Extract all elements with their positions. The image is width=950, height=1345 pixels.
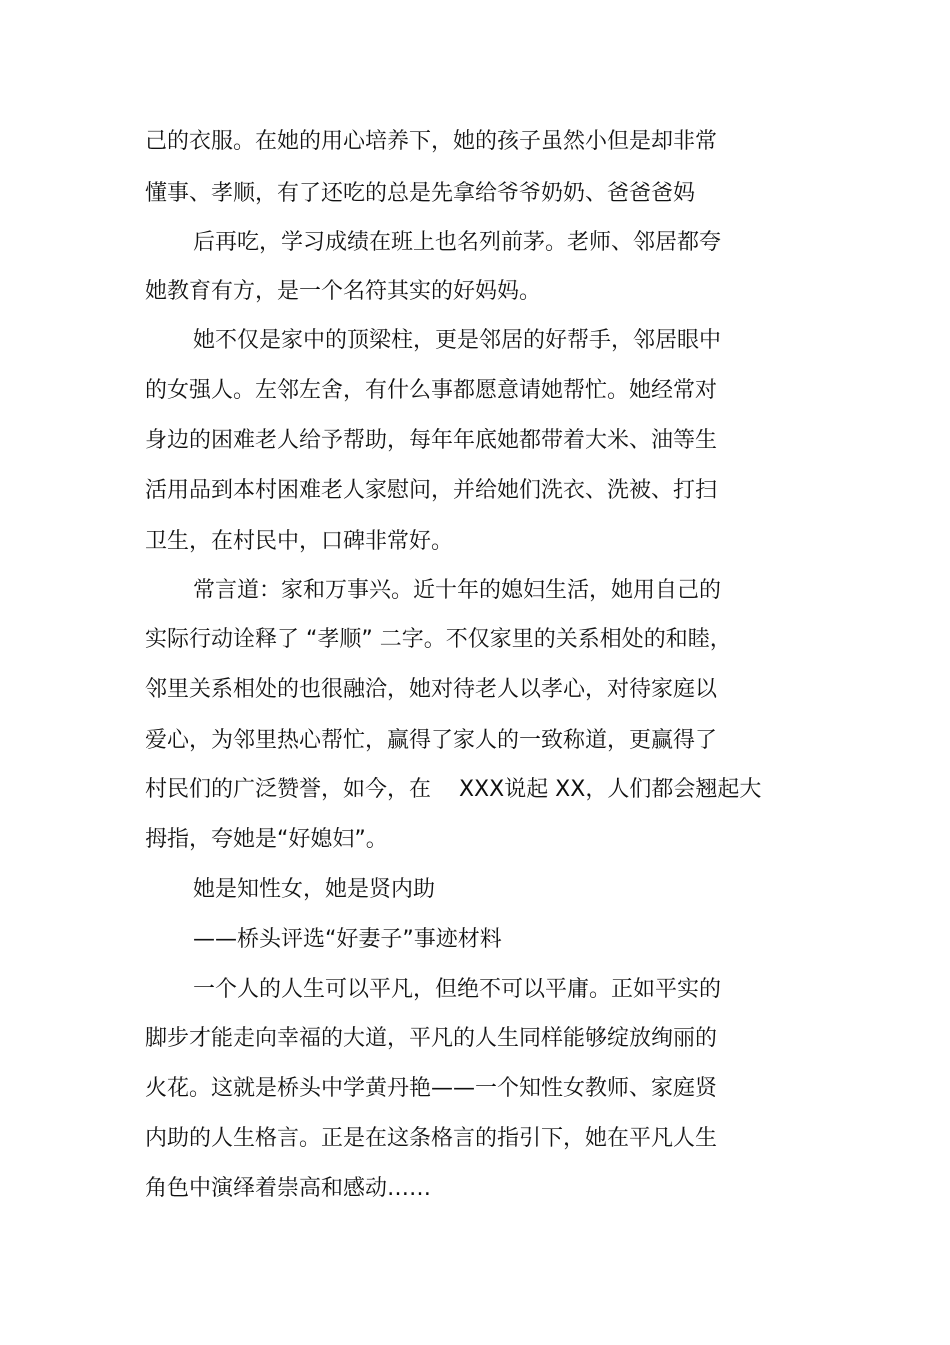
section-title: 她是知性女，她是贤内助 bbox=[193, 877, 436, 902]
body-text-line: 卫生，在村民中，口碑非常好。 bbox=[145, 529, 454, 554]
body-text-line: 活用品到本村困难老人家慰问，并给她们洗衣、洗被、打扫 bbox=[145, 478, 718, 503]
body-text-line: 邻里关系相处的也很融洽，她对待老人以孝心，对待家庭以 bbox=[145, 677, 718, 702]
body-text-line: 常言道：家和万事兴。近十年的媳妇生活，她用自己的 bbox=[193, 578, 722, 603]
body-text-line: 脚步才能走向幸福的大道，平凡的人生同样能够绽放绚丽的 bbox=[145, 1026, 718, 1051]
section-subtitle: ——桥头评选“好妻子”事迹材料 bbox=[193, 927, 502, 952]
body-text-line: 己的衣服。在她的用心培养下，她的孩子虽然小但是却非常 bbox=[145, 129, 718, 154]
body-text-line: 后再吃，学习成绩在班上也名列前茅。老师、邻居都夸 bbox=[193, 230, 722, 255]
body-text-line: 的女强人。左邻左舍，有什么事都愿意请她帮忙。她经常对 bbox=[145, 378, 718, 403]
body-text-line: 懂事、孝顺，有了还吃的总是先拿给爷爷奶奶、爸爸爸妈 bbox=[145, 181, 696, 206]
body-text-line: 她教育有方，是一个名符其实的好妈妈。 bbox=[145, 279, 542, 304]
body-text-line: 拇指，夸她是“好媳妇”。 bbox=[145, 827, 388, 852]
body-text-line: 爱心，为邻里热心帮忙，赢得了家人的一致称道，更赢得了 bbox=[145, 728, 718, 753]
body-text-line: 村民们的广泛赞誉，如今，在 XXX说起 XX，人们都会翘起大 bbox=[145, 777, 762, 802]
body-text-line: 实际行动诠释了 “孝顺” 二字。不仅家里的关系相处的和睦， bbox=[145, 627, 732, 652]
body-text-line: 一个人的人生可以平凡，但绝不可以平庸。正如平实的 bbox=[193, 977, 722, 1002]
body-text-line: 内助的人生格言。正是在这条格言的指引下，她在平凡人生 bbox=[145, 1126, 718, 1151]
body-text-line: 角色中演绎着崇高和感动…… bbox=[145, 1176, 432, 1201]
body-text-line: 火花。这就是桥头中学黄丹艳——一个知性女教师、家庭贤 bbox=[145, 1076, 718, 1101]
body-text-line: 她不仅是家中的顶梁柱，更是邻居的好帮手，邻居眼中 bbox=[193, 328, 722, 353]
body-text-line: 身边的困难老人给予帮助，每年年底她都带着大米、油等生 bbox=[145, 428, 718, 453]
